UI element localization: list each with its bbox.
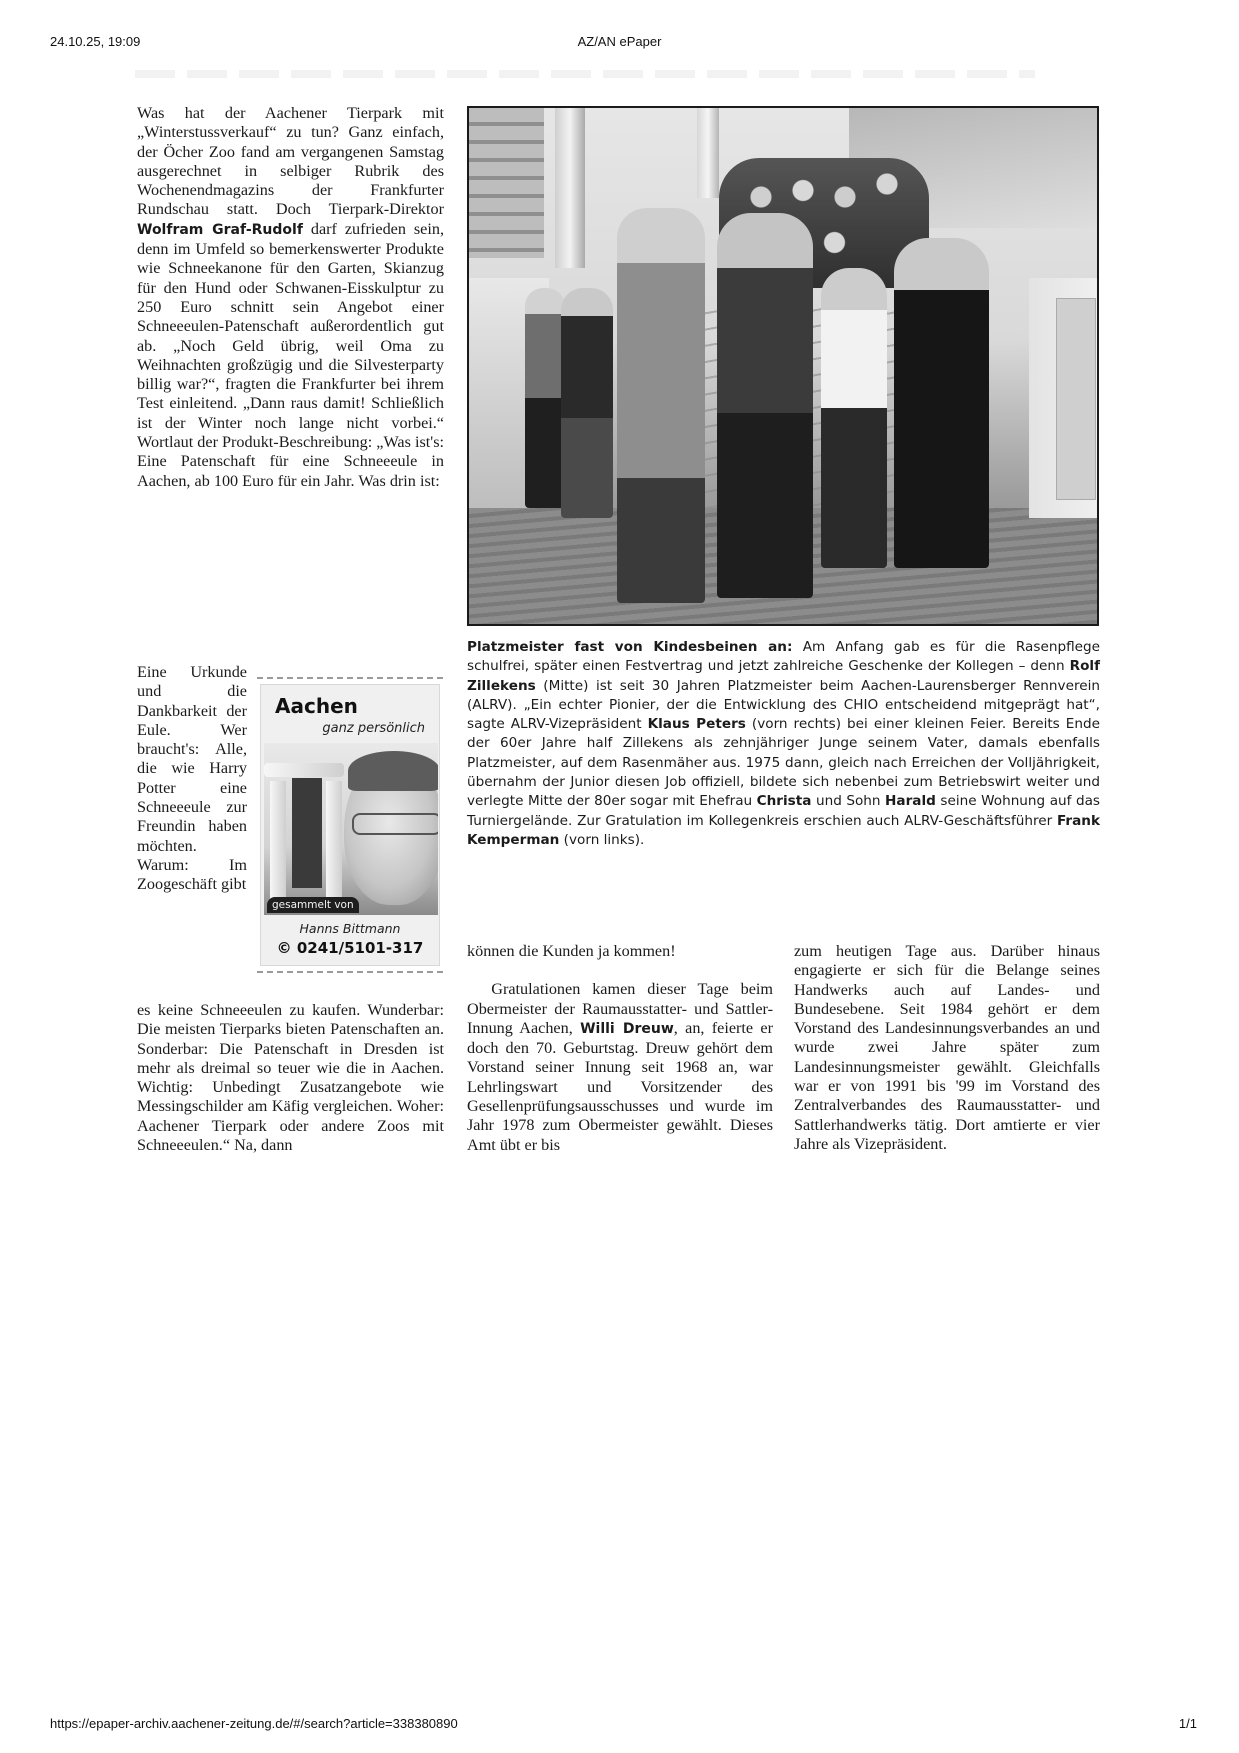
article-right <box>794 942 1100 1154</box>
columnist-phone <box>261 939 439 957</box>
text-run: (Mitte) ist seit 30 Jahren Platzmeister beim Aachen-Laurensberger Rennverein (ALRV). „Ein echter Pionier, der die Entwicklung des CHIO entscheidend mitgeprägt hat“, sagte ALRV-Vizepräsident <box>467 677 1100 733</box>
person-name-bold: Christa <box>756 793 812 810</box>
article-left-intro <box>137 104 444 491</box>
person-rolf-zillekens <box>717 213 813 598</box>
columnist-author: Hanns Bittmann <box>299 921 401 936</box>
portrait-hair <box>348 751 438 791</box>
portico-doorway <box>292 778 322 888</box>
article-middle <box>467 942 773 1155</box>
person-name-bold: Harald <box>885 793 936 810</box>
text-run: Gratulationen kamen dieser Tage beim Obermeister der Raumausstatter- und Sattler-Innung Aachen, <box>467 980 773 1037</box>
phone-icon: © <box>276 939 292 957</box>
text-run: , an, feierte er doch den 70. Geburtstag. Dreuw gehört dem Vorstand seiner Innung seit 1968 an, war Lehrlingswart und Vorsitzender des Gesellenprüfungsausschusses und wurde im Jahr 1978 zum Obermeister gewählt. Dieses Amt übt er bis <box>467 1018 773 1154</box>
photo-caption <box>467 638 1100 850</box>
columnist-title: Aachen <box>275 694 358 718</box>
columnist-portrait <box>264 743 438 915</box>
text-run: (vorn rechts) bei einer kleinen Feier. Bereits Ende der 60er Jahre half Zillekens als zehnjähriger Junge seinem Vater, damals ebenfalls Platzmeister, auf dem Rasenmäher aus. 1975 dann, gleich nach Erreichen der Volljährigkeit, übernahm der Junior diesen Job offiziell, bildete sich nebenbei zum Betriebswirt weiter und verlegte Mitte der 80er sogar mit Ehefrau <box>467 716 1100 810</box>
portico-roof <box>264 763 344 777</box>
group-photo <box>467 106 1099 626</box>
print-url: https://epaper-archiv.aachener-zeitung.de/#/search?article=338380890 <box>50 1716 458 1731</box>
column-left <box>270 781 286 901</box>
article-willi-dreuw <box>467 980 773 1155</box>
portrait-glasses <box>352 813 438 835</box>
columnist-box-panel <box>260 684 440 966</box>
pillar-1 <box>555 108 585 268</box>
caption-headline: Platzmeister fast von Kindesbeinen an: <box>467 639 793 655</box>
person-klaus-peters <box>894 238 989 568</box>
columnist-box <box>257 677 443 973</box>
phone-number: 0241/5101-317 <box>296 939 424 957</box>
door-right <box>1056 298 1096 500</box>
print-title: AZ/AN ePaper <box>577 34 662 49</box>
text-run: darf zufrieden sein, denn im Umfeld so bemerkenswerter Produkte wie Schneekanone für den Garten, Skianzug für den Hund oder Schwanen-Eisskulptur zu 250 Euro schnitt sein Angebot einer Schneeeulen-Patenschaft außerordentlich gut ab. „Noch Geld übrig, weil Oma zu Weihnachten großzügig und die Silvesterparty billig war?“, fragten die Frankfurter bei ihrem Test einleitend. „Dann raus damit! Schließlich ist der Winter noch lange nicht vorbei.“ Wortlaut der Produkt-Beschreibung: „Was ist's: Eine Patenschaft für eine Schneeeule in Aachen, ab 100 Euro für ein Jahr. Was drin ist: <box>137 219 444 490</box>
text-run: und Sohn <box>811 793 886 810</box>
person-frank-kemperman <box>617 208 705 603</box>
text-run: Am Anfang gab es für die Rasenpflege schulfrei, später einen Festvertrag und jetzt zahlreiche Geschenke der Kollegen – denn <box>467 639 1100 675</box>
staircase-left <box>469 108 544 258</box>
person-left-1 <box>525 288 565 508</box>
article-left-narrow: Eine Urkunde und die Dankbarkeit der Eule. Wer braucht's: Alle, die wie Harry Potter eine Schneeeule zur Freundin haben möchten. Warum: Im Zoogeschäft gibt <box>137 663 247 894</box>
text-run: seine Wohnung auf das Turniergelände. Zur Gratulation im Kollegenkreis erschien auch ALRV-Geschäftsführer <box>467 793 1100 829</box>
columnist-subtitle: ganz persönlich <box>322 721 425 736</box>
person-left-2 <box>561 288 613 518</box>
person-name-bold: Wolfram Graf-Rudolf <box>137 221 303 238</box>
pillar-2 <box>697 108 719 198</box>
person-name-bold: Frank Kemperman <box>467 812 1100 848</box>
person-name-bold: Rolf Zillekens <box>467 658 1100 694</box>
article-continuation: können die Kunden ja kommen! <box>467 942 676 960</box>
columnist-tag: gesammelt von <box>267 897 359 913</box>
print-datetime: 24.10.25, 19:09 <box>50 34 141 49</box>
person-name-bold: Klaus Peters <box>647 716 746 733</box>
person-name-bold: Willi Dreuw <box>580 1020 674 1037</box>
text-run: (vorn links). <box>559 831 645 848</box>
print-page-number: 1/1 <box>1178 1716 1197 1731</box>
faint-scan-artifact <box>135 70 1035 78</box>
article-left-bottom: es keine Schneeeulen zu kaufen. Wunderbar: Die meisten Tierparks bieten Patenschaften an. Sonderbar: Die Patenschaft in Dresden ist mehr als dreimal so teuer wie die in Aachen. Wichtig: Unbedingt Zusatzangebote wie Messingschilder am Käfig vergleichen. Woher: Aachener Tierpark oder andere Zoos mit Schneeeulen.“ Na, dann <box>137 1001 444 1155</box>
article-right-text: zum heutigen Tage aus. Darüber hinaus engagierte er sich für die Belange seines Handwerks auch auf Landes- und Bundesebene. Seit 1984 gehört er dem Vorstand des Landesinnungsverbandes an und wurde zwei Jahre später zum Landesinnungsmeister gewählt. Gleichfalls war er von 1991 bis '99 im Vorstand des Zentralverbandes des Raumausstatter- und Sattlerhandwerks tätig. Dort amtierte er vier Jahre als Vizepräsident. <box>794 942 1100 1153</box>
person-woman-white-sweater <box>821 268 887 568</box>
text-run: Was hat der Aachener Tierpark mit „Winterstussverkauf“ zu tun? Ganz einfach, der Öcher Zoo fand am vergangenen Samstag ausgerechnet in selbiger Rubrik des Wochenendmagazins der Frankfurter Rundschau statt. Doch Tierpark-Direktor <box>137 104 444 219</box>
column-right <box>326 781 342 901</box>
